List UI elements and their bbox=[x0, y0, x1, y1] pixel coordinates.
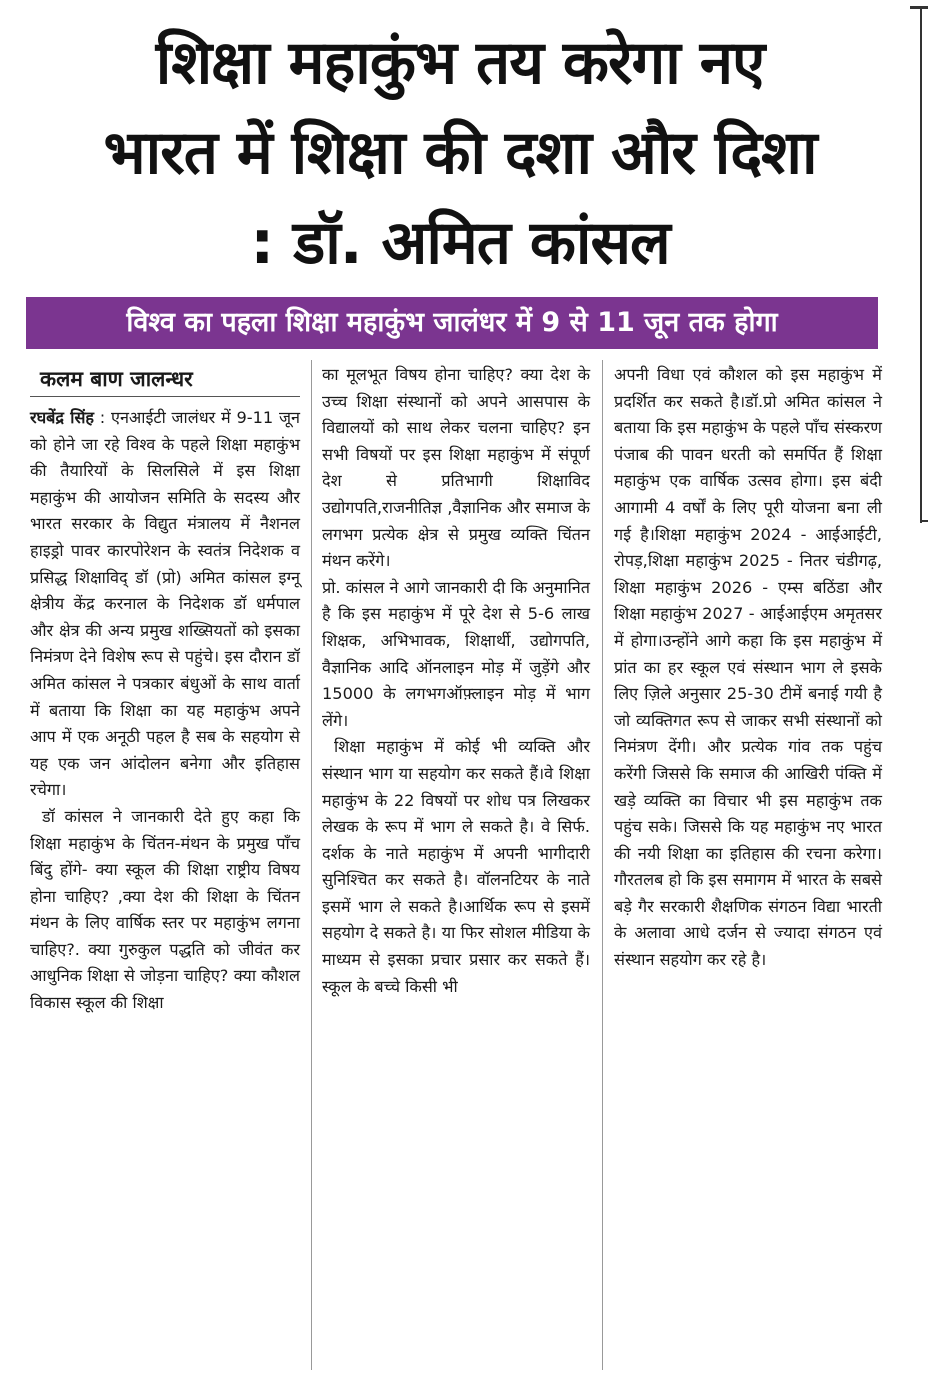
headline-line-1: शिक्षा महाकुंभ तय करेगा नए bbox=[155, 28, 765, 98]
article-paragraph: डॉ कांसल ने जानकारी देते हुए कहा कि शिक्षा महाकुंभ के चिंतन-मंथन के प्रमुख पाँच बिंदु होंगे- क्या स्कूल की शिक्षा राष्ट्रीय विषय होना चाहिए? ,क्या देश की शिक्षा के चिंतन मंथन के लिए वार्षिक स्तर पर महाकुंभ लगना चाहिए?. क्या गुरुकुल पद्धति को जीवंत कर आधुनिक शिक्षा से जोड़ना चाहिए? क्या कौशल विकास स्कूल की शिक्षा bbox=[30, 806, 300, 1013]
article-column-2 bbox=[322, 362, 590, 1000]
adjacent-article-border bbox=[910, 6, 928, 9]
article-paragraph: अपनी विधा एवं कौशल को इस महाकुंभ में प्रदर्शित कर सकते है।डॉ.प्रो अमित कांसल ने बताया कि इस महाकुंभ के पहले पाँच संस्करण पंजाब की पावन धरती को समर्पित हैं शिक्षा महाकुंभ एक वार्षिक उत्सव होगा। इस बंदी आगामी 4 वर्षों के लिए पूरी योजना बना ली गई है।शिक्षा महाकुंभ 2024 - आईआईटी, रोपड़,शिक्षा महाकुंभ 2025 - नितर चंडीगढ़, शिक्षा महाकुंभ 2026 - एम्स बठिंडा और शिक्षा महाकुंभ 2027 - आईआईएम अमृतसर में होगा।उन्होंने आगे कहा कि इस महाकुंभ में प्रांत का हर स्कूल एवं संस्थान भाग ले इसके लिए ज़िले अनुसार 25-30 टीमें बनाई गयी है जो व्यक्तिगत रूप से जाकर सभी संस्थानों को निमंत्रण देंगी। और प्रत्येक गांव तक पहुंच करेंगी जिससे कि समाज की आखिरी पंक्ति में खड़े व्यक्ति का विचार भी इस महाकुंभ तक पहुंच सके। जिससे कि यह महाकुंभ नए भारत की नयी शिक्षा का इतिहास की रचना करेगा। गौरतलब हो कि इस समागम में भारत के सबसे बड़े गैर सरकारी शैक्षणिक संगठन विद्या भारती के अलावा आधे दर्जन से ज्यादा संगठन एवं संस्थान सहयोग कर रहे है। bbox=[614, 365, 882, 970]
column-divider bbox=[602, 360, 603, 1370]
article-column-1 bbox=[30, 362, 300, 1017]
adjacent-article-border bbox=[920, 520, 928, 522]
article-paragraph-text: : एनआईटी जालंधर में 9-11 जून को होने जा रहे विश्व के पहले शिक्षा महाकुंभ की तैयारियों के सिलसिले में इस शिक्षा महाकुंभ की आयोजन समिति के सदस्य और भारत सरकार के विद्युत मंत्रालय में नैशनल हाइड्रो पावर कारपोरेशन के स्वतंत्र निदेशक व प्रसिद्ध शिक्षाविद् डॉ (प्रो) अमित कांसल इग्नू क्षेत्रीय केंद्र करनाल के निदेशक डॉ धर्मपाल और क्षेत्र की अन्य प्रमुख शख्सियतों को इसका निमंत्रण देने विशेष रूप से पहुंचे। इस दौरान डॉ अमित कांसल ने पत्रकार बंधुओं के साथ वार्ता में बताया कि शिक्षा का यह महाकुंभ अपने आप में एक अनूठी पहल है सब के सहयोग से यह एक जन आंदोलन बनेगा और इतिहास रचेगा। bbox=[30, 408, 300, 800]
column-divider bbox=[311, 360, 312, 1370]
byline: कलम बाण जालन्धर bbox=[30, 362, 300, 397]
headline-line-3: : डॉ. अमित कांसल bbox=[250, 208, 670, 278]
article-column-3 bbox=[614, 362, 882, 974]
article-paragraph: का मूलभूत विषय होना चाहिए? क्या देश के उच्च शिक्षा संस्थानों को अपने आसपास के विद्यालयों को साथ लेकर चलना चाहिए? इन सभी विषयों पर इस शिक्षा महाकुंभ में संपूर्ण देश से प्रतिभागी शिक्षाविद उद्योगपति,राजनीतिज्ञ ,वैज्ञानिक और समाज के लगभग प्रत्येक क्षेत्र से प्रमुख व्यक्ति चिंतन मंथन करेंगे। bbox=[322, 365, 590, 571]
adjacent-article-edge bbox=[918, 640, 928, 1360]
subheadline-banner: विश्व का पहला शिक्षा महाकुंभ जालंधर में 9 से 11 जून तक होगा bbox=[26, 297, 878, 349]
headline-line-2: भारत में शिक्षा की दशा और दिशा bbox=[103, 118, 817, 188]
article-paragraph bbox=[30, 405, 300, 804]
adjacent-article-border bbox=[920, 8, 922, 523]
headline bbox=[20, 18, 900, 288]
reporter-name: रघबेंद्र सिंह bbox=[30, 408, 95, 427]
article-paragraph: प्रो. कांसल ने आगे जानकारी दी कि अनुमानित है कि इस महाकुंभ में पूरे देश से 5-6 लाख शिक्षक, अभिभावक, शिक्षार्थी, उद्योगपति, वैज्ञानिक आदि ऑनलाइन मोड़ में जुड़ेंगे और 15000 के लगभगऑफ़्लाइन मोड़ में भाग लेंगे। bbox=[322, 577, 590, 730]
article-paragraph: शिक्षा महाकुंभ में कोई भी व्यक्ति और संस्थान भाग या सहयोग कर सकते हैं।वे शिक्षा महाकुंभ के 22 विषयों पर शोध पत्र लिखकर लेखक के रूप में भाग ले सकते है। वे सिर्फ. दर्शक के नाते महाकुंभ में अपनी भागीदारी सुनिश्चित कर सकते है। वॉलनटियर के नाते इसमें भाग ले सकते है।आर्थिक रूप से इसमें सहयोग दे सकते है। या फिर सोशल मीडिया के माध्यम से इसका प्रचार प्रसार कर सकते हैं। स्कूल के बच्चे किसी भी bbox=[322, 737, 590, 996]
